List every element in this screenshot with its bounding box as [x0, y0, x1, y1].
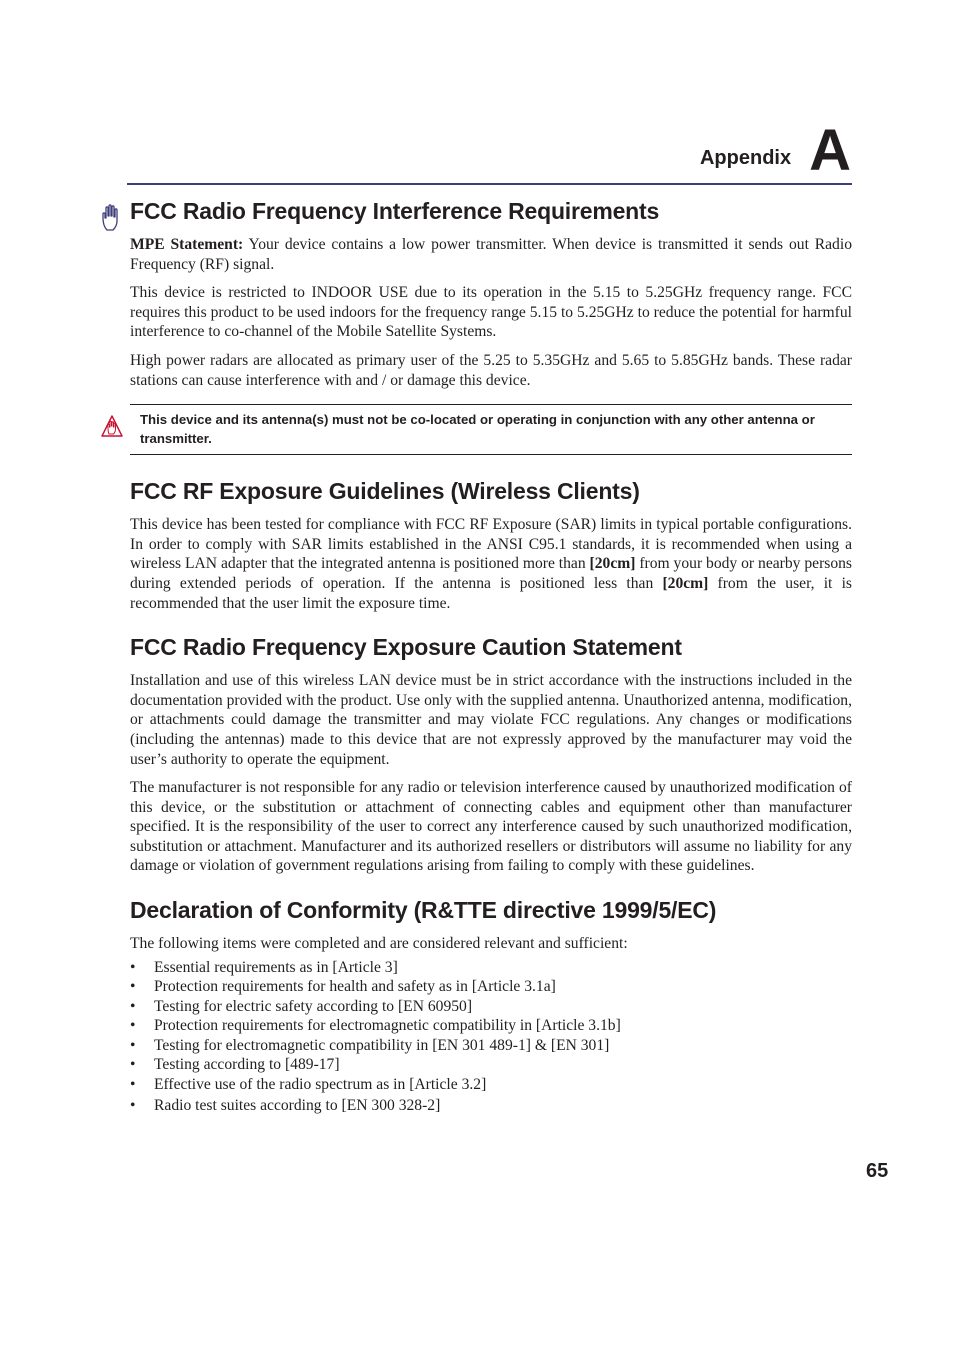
- list-item-text: Testing for electromagnetic compatibility in [EN 301 489-1] & [EN 301]: [154, 1036, 610, 1054]
- bullet: •: [130, 958, 136, 976]
- mpe-lead: MPE Statement:: [130, 236, 244, 253]
- rf-text-2: from your body or nearby persons during extended periods of operation. If the antenna is positioned less than: [130, 555, 853, 592]
- list-item-text: Testing for electric safety according to [EN 60950]: [154, 997, 473, 1015]
- paragraph-radars: High power radars are allocated as primary user of the 5.25 to 5.35GHz and 5.65 to 5.85GHz bands. These radar stations can cause interference with and / or damage this device.: [130, 351, 852, 389]
- section-fcc-interference: [130, 197, 852, 225]
- page-number: 65: [866, 1160, 889, 1182]
- paragraph-declaration-intro: The following items were completed and are considered relevant and sufficient:: [130, 935, 628, 953]
- list-item-text: Radio test suites according to [EN 300 328-2]: [154, 1097, 441, 1115]
- warning-note: [130, 404, 852, 455]
- list-item: [130, 1016, 852, 1036]
- warning-text: This device and its antenna(s) must not be co-located or operating in conjunction with any other antenna or transmitter.: [140, 412, 815, 447]
- list-item: [130, 1075, 852, 1095]
- section-title: FCC Radio Frequency Interference Requirements: [130, 198, 660, 224]
- page-content: [130, 197, 852, 1116]
- header-rule: [127, 183, 852, 185]
- bullet: •: [130, 1017, 136, 1035]
- paragraph-installation: Installation and use of this wireless LAN device must be in strict accordance with the instructions included in the documentation provided with the product. Use only with the supplied antenna. Unauthorized antenna, modification, or attachments could damage the transmitter and may violate FCC regulations. Any changes or modifications (including the antennas) made to this device that are not expressly approved by the manufacturer may void the user’s authority to operate the equipment.: [130, 672, 852, 768]
- paragraph-rf-exposure: [130, 515, 852, 613]
- list-item: [130, 1055, 852, 1075]
- bullet: •: [130, 1036, 136, 1054]
- mpe-text: Your device contains a low power transmitter. When device is transmitted it sends out Radio Frequency (RF) signal.: [130, 236, 852, 273]
- rf-text-3: from the user, it is recommended that the user limit the exposure time.: [130, 574, 852, 612]
- section-title-rf-exposure: FCC RF Exposure Guidelines (Wireless Clients): [130, 478, 640, 505]
- list-item-text: Effective use of the radio spectrum as in [Article 3.2]: [154, 1075, 487, 1093]
- appendix-letter: A: [809, 118, 851, 183]
- list-item: [130, 997, 852, 1017]
- bullet: •: [130, 997, 136, 1015]
- warning-hand-icon: [100, 413, 124, 439]
- list-item: [130, 977, 852, 997]
- declaration-list: [130, 958, 852, 1116]
- list-item: [130, 958, 852, 978]
- bullet: •: [130, 1056, 136, 1074]
- list-item-text: Essential requirements as in [Article 3]: [154, 958, 398, 976]
- section-title-declaration: Declaration of Conformity (R&TTE directive 1999/5/EC): [130, 897, 717, 924]
- list-item-text: Testing according to [489-17]: [154, 1056, 340, 1074]
- paragraph-indoor-use: This device is restricted to INDOOR USE due to its operation in the 5.15 to 5.25GHz frequency range. FCC requires this product to be used indoors for the frequency range 5.15 to 5.25GHz to reduce the potential for harmful interference to co-channel of the Mobile Satellite Systems.: [130, 284, 852, 341]
- section-title-caution: FCC Radio Frequency Exposure Caution Statement: [130, 634, 682, 661]
- rf-distance-1: [20cm]: [589, 555, 636, 573]
- paragraph-mpe: [130, 235, 852, 274]
- rf-distance-2: [20cm]: [662, 574, 709, 592]
- list-item-text: Protection requirements for health and safety as in [Article 3.1a]: [154, 978, 556, 996]
- paragraph-manufacturer: The manufacturer is not responsible for any radio or television interference caused by unauthorized modification of this device, or the substitution or attachment of connecting cables and equipment other than manufacturer specified. It is the responsibility of the user to correct any interference caused by such unauthorized modification, substitution or attachment. Manufacturer and its authorized resellers or distributors will assume no liability for any damage or violation of government regulations arising from failing to comply with these guidelines.: [130, 779, 852, 875]
- rf-text-1: This device has been tested for compliance with FCC RF Exposure (SAR) limits in typical portable configurations. In order to comply with SAR limits established in the ANSI C95.1 standards, it is recommended when using a wireless LAN adapter that the integrated antenna is positioned more than: [130, 516, 852, 573]
- page-header: [699, 118, 851, 183]
- bullet: •: [130, 1075, 136, 1093]
- list-item: [130, 1036, 852, 1056]
- list-item: [130, 1096, 852, 1116]
- hand-icon: [100, 203, 124, 233]
- bullet: •: [130, 978, 136, 996]
- appendix-label: Appendix: [699, 147, 792, 169]
- bullet: •: [130, 1097, 136, 1115]
- list-item-text: Protection requirements for electromagnetic compatibility in [Article 3.1b]: [154, 1017, 621, 1035]
